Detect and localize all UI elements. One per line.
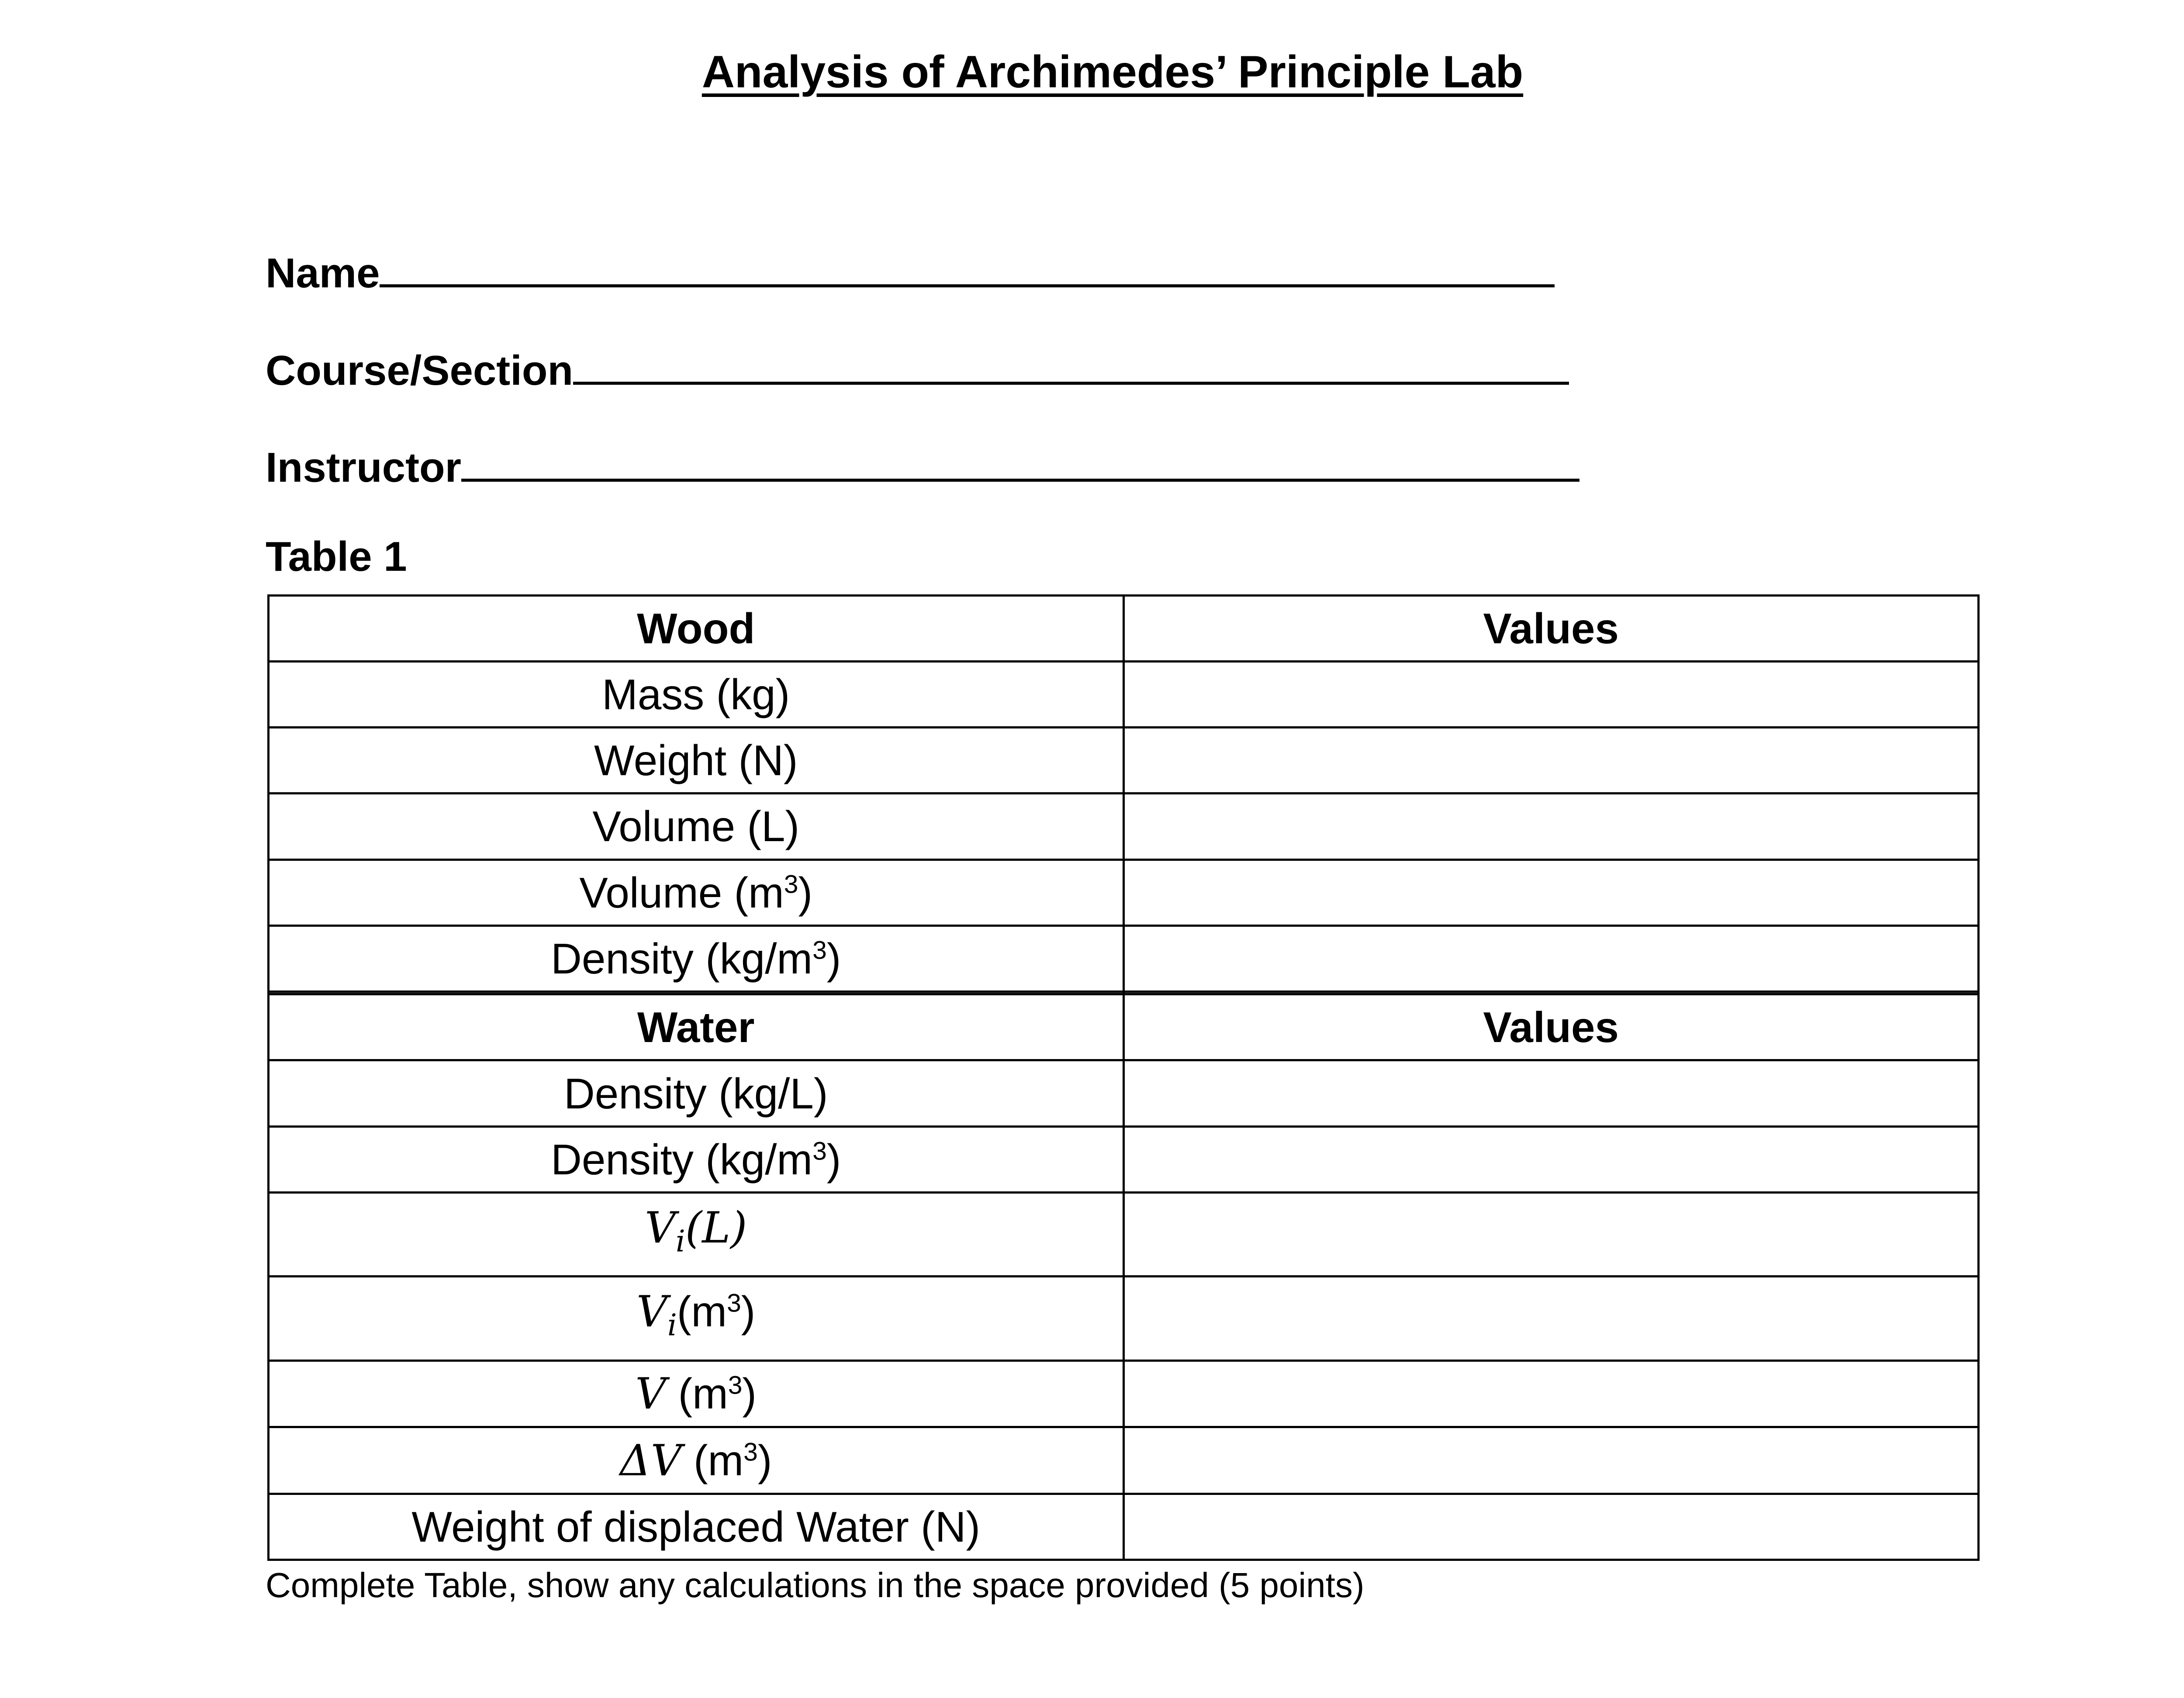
name-field [266, 242, 1555, 295]
table-caption: Complete Table, show any calculations in the space provided (5 points) [266, 1566, 1365, 1605]
table-row [269, 1427, 1979, 1494]
wood-density-label: Density $(kg/m^3)$ [269, 925, 1124, 991]
water-density-kgl-label: Density (kg/L) [269, 1060, 1124, 1126]
course-section-input-line[interactable] [573, 340, 1569, 385]
name-input-line[interactable] [380, 242, 1555, 287]
water-delta-v-value-cell[interactable] [1123, 1427, 1979, 1494]
table-row [269, 925, 1979, 991]
instructor-field [266, 437, 1579, 489]
water-header: Water [269, 994, 1124, 1060]
table-row [269, 859, 1979, 925]
water-delta-v-label: ΔV $(m^3)$ [269, 1427, 1124, 1494]
wood-volume-l-label: Volume (L) [269, 794, 1124, 859]
water-displaced-weight-value-cell[interactable] [1123, 1494, 1979, 1560]
water-vi-m3-label: $V_i(m^3)$ [269, 1277, 1124, 1361]
instructor-input-line[interactable] [461, 437, 1579, 482]
wood-density-value-cell[interactable] [1123, 925, 1979, 991]
water-v-value-cell[interactable] [1123, 1360, 1979, 1427]
name-label: Name [266, 250, 380, 297]
water-displaced-weight-label: Weight of displaced Water (N) [269, 1494, 1124, 1560]
course-section-label: Course/Section [266, 347, 574, 394]
wood-weight-value-cell[interactable] [1123, 728, 1979, 794]
data-table [267, 594, 1980, 1561]
wood-header: Wood [269, 596, 1124, 662]
table-row [269, 662, 1979, 728]
water-density-kgm3-value-cell[interactable] [1123, 1126, 1979, 1192]
water-values-header: Values [1123, 994, 1979, 1060]
water-density-kgl-value-cell[interactable] [1123, 1060, 1979, 1126]
table-label: Table 1 [266, 533, 407, 580]
table-row [269, 1192, 1979, 1277]
water-vi-m3-value-cell[interactable] [1123, 1277, 1979, 1361]
water-density-kgm3-label: Density $(kg/m^3)$ [269, 1126, 1124, 1192]
course-section-field [266, 340, 1569, 392]
water-vi-l-value-cell[interactable] [1123, 1192, 1979, 1277]
table-row [269, 1277, 1979, 1361]
water-v-label: V $(m^3)$ [269, 1360, 1124, 1427]
instructor-label: Instructor [266, 444, 462, 491]
wood-weight-label: Weight (N) [269, 728, 1124, 794]
table-row [269, 728, 1979, 794]
wood-volume-m3-label: Volume $(m^3)$ [269, 859, 1124, 925]
wood-values-header: Values [1123, 596, 1979, 662]
table-row [269, 1494, 1979, 1560]
water-vi-l-label: $V_i(L)$ [269, 1192, 1124, 1277]
wood-volume-m3-value-cell[interactable] [1123, 859, 1979, 925]
table-row [269, 794, 1979, 859]
table-row [269, 1060, 1979, 1126]
table-row [269, 1360, 1979, 1427]
wood-mass-value-cell[interactable] [1123, 662, 1979, 728]
wood-volume-l-value-cell[interactable] [1123, 794, 1979, 859]
table-row [269, 994, 1979, 1060]
table-row [269, 1126, 1979, 1192]
page-title: Analysis of Archimedes’ Principle Lab [702, 47, 1524, 97]
wood-mass-label: Mass (kg) [269, 662, 1124, 728]
table-row [269, 596, 1979, 662]
